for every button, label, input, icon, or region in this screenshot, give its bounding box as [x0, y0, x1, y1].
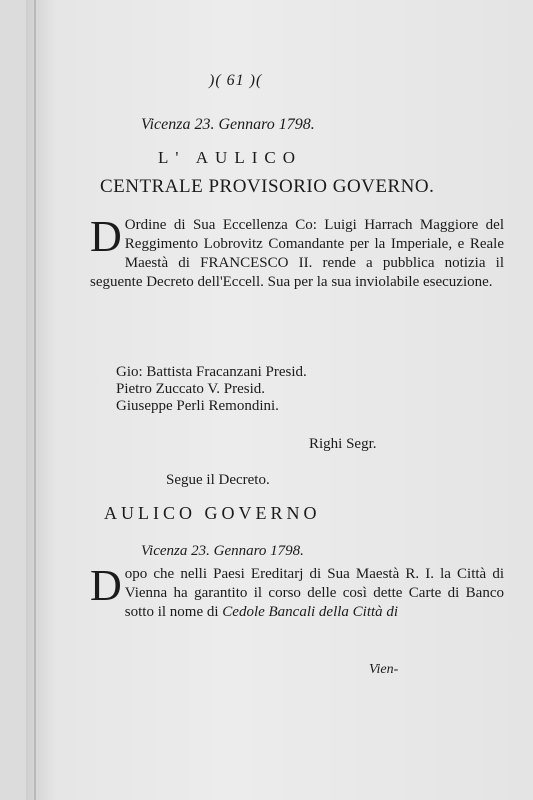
page-fold-shadow: [34, 0, 36, 800]
signatory: Giuseppe Perli Remondini.: [116, 398, 279, 414]
segue-decreto: Segue il Decreto.: [166, 472, 270, 488]
heading-governo: CENTRALE PROVISORIO GOVERNO.: [100, 176, 435, 197]
paragraph-text: opo che nelli Paesi Ereditarj di Sua Maestà R. I. la Città di Vienna ha garantito il corso delle così dette Carte di Banco sotto il nome di: [124, 566, 504, 620]
paragraph-text: Ordine di Sua Eccellenza Co: Luigi Harrach Maggiore del Reggimento Lobrovitz Comandante per la Imperiale, e Reale Maestà di FRANCESCO II. rende a pubblica notizia il seguente Decreto dell'Eccell. Sua per la sua inviolabile esecuzione.: [90, 217, 504, 290]
dateline-second: Vicenza 23. Gennaro 1798.: [141, 543, 304, 559]
heading-aulico-governo: AULICO GOVERNO: [104, 503, 321, 523]
paragraph-italic-text: Cedole Bancali della Città di: [222, 604, 399, 620]
secretary-signature: Righi Segr.: [309, 436, 377, 452]
document-page: [26, 0, 533, 800]
catchword: Vien-: [369, 662, 399, 677]
drop-cap: D: [90, 561, 122, 610]
page-number: )( 61 )(: [209, 72, 263, 89]
paragraph-decreto: [90, 561, 504, 622]
dateline: Vicenza 23. Gennaro 1798.: [141, 116, 315, 133]
signatory: Pietro Zuccato V. Presid.: [116, 381, 266, 397]
signatory: Gio: Battista Fracanzani Presid.: [116, 364, 307, 380]
drop-cap: D: [90, 212, 122, 261]
paragraph-ordine: [90, 212, 504, 292]
heading-aulico: L' AULICO: [158, 148, 302, 167]
